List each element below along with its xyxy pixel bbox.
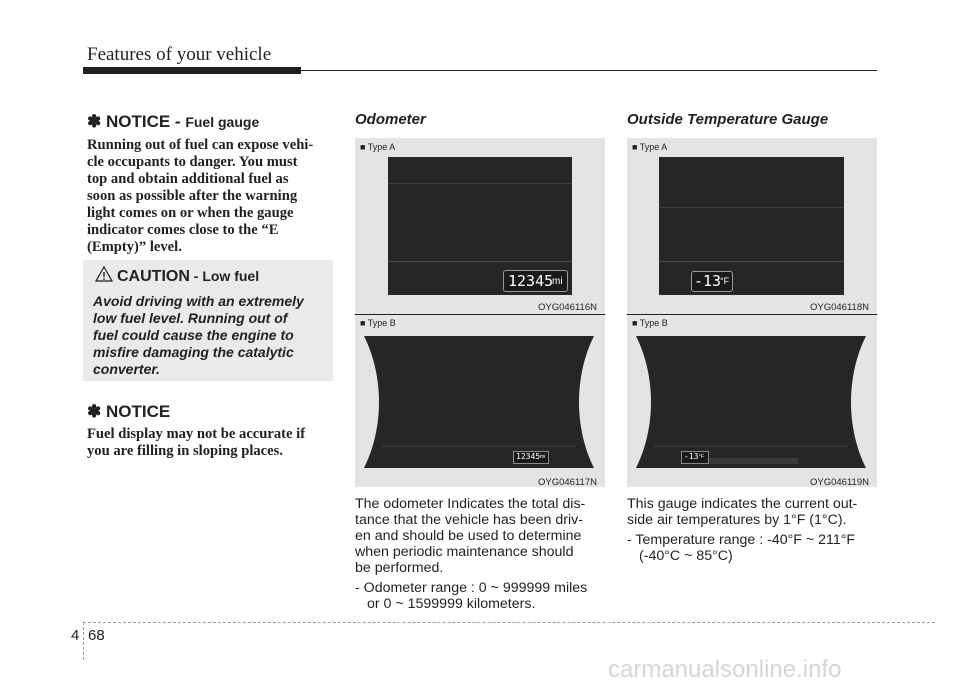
temperature-type-b-screen bbox=[636, 336, 866, 468]
notice-title: NOTICE bbox=[105, 402, 171, 421]
temperature-display bbox=[681, 451, 709, 464]
odometer-heading: Odometer bbox=[355, 111, 426, 128]
text-line: fuel could cause the engine to bbox=[93, 327, 294, 343]
figure-code: OYG046116N bbox=[538, 302, 597, 313]
caution-title: CAUTION bbox=[117, 268, 190, 285]
text-line: - Odometer range : 0 ~ 999999 miles bbox=[355, 580, 588, 596]
chapter-number: 4 bbox=[71, 627, 80, 644]
text-line: (-40°C ~ 85°C) bbox=[639, 548, 733, 564]
type-b-label: ■ Type B bbox=[632, 318, 668, 328]
text-line: Fuel display may not be accurate if bbox=[87, 426, 306, 442]
odometer-unit: mi bbox=[540, 454, 546, 460]
figure-code: OYG046117N bbox=[538, 477, 597, 488]
notice-subtitle: Fuel gauge bbox=[185, 114, 260, 130]
text-line: you are filling in sloping places. bbox=[87, 443, 283, 459]
figure-separator bbox=[355, 314, 605, 315]
notice-symbol: ✽ bbox=[87, 402, 102, 421]
temperature-value: -13 bbox=[684, 452, 699, 461]
temperature-heading: Outside Temperature Gauge bbox=[627, 111, 829, 128]
type-a-label: ■ Type A bbox=[360, 142, 396, 152]
odometer-description bbox=[355, 496, 605, 576]
odometer-unit: mi bbox=[552, 276, 563, 287]
odometer-display bbox=[503, 270, 568, 292]
temperature-description bbox=[627, 496, 879, 528]
caution-text bbox=[93, 293, 326, 378]
running-header: Features of your vehicle bbox=[87, 44, 272, 65]
odometer-range bbox=[355, 580, 610, 612]
temperature-unit: °F bbox=[720, 276, 730, 286]
text-line: Avoid driving with an extremely bbox=[93, 293, 304, 309]
header-bar bbox=[83, 67, 301, 74]
figure-code: OYG046118N bbox=[810, 302, 869, 313]
text-line: The odometer Indicates the total dis- bbox=[355, 496, 586, 512]
text-line: en and should be used to determine bbox=[355, 528, 582, 544]
odometer-value: 12345 bbox=[508, 272, 554, 290]
text-line: when periodic maintenance should bbox=[355, 544, 574, 560]
notice-fuel-gauge-heading bbox=[87, 112, 259, 132]
text-line: cle occupants to danger. You must bbox=[87, 154, 298, 170]
temperature-range bbox=[627, 532, 887, 564]
text-line: side air temperatures by 1°F (1°C). bbox=[627, 512, 847, 528]
odometer-type-a-screen bbox=[388, 157, 572, 295]
text-line: (Empty)” level. bbox=[87, 239, 182, 255]
notice-symbol: ✽ bbox=[87, 112, 102, 131]
text-line: - Temperature range : -40°F ~ 211°F bbox=[627, 532, 856, 548]
type-a-label: ■ Type A bbox=[632, 142, 668, 152]
text-line: light comes on or when the gauge bbox=[87, 205, 294, 221]
text-line: indicator comes close to the “E bbox=[87, 222, 279, 238]
text-line: soon as possible after the warning bbox=[87, 188, 298, 204]
notice-title: NOTICE - bbox=[105, 112, 186, 131]
figure-code: OYG046119N bbox=[810, 477, 869, 488]
text-line: tance that the vehicle has been driv- bbox=[355, 512, 583, 528]
screen-divider bbox=[659, 261, 844, 262]
caution-heading bbox=[117, 268, 259, 286]
odometer-type-b-screen bbox=[364, 336, 594, 468]
temperature-value: -13 bbox=[694, 272, 722, 290]
notice-fuel-gauge-text bbox=[87, 137, 333, 256]
temperature-unit: °F bbox=[699, 454, 705, 460]
watermark: carmanualsonline.info bbox=[608, 656, 842, 683]
caution-subtitle: - Low fuel bbox=[189, 268, 260, 284]
temperature-type-a-screen bbox=[659, 157, 844, 295]
warning-triangle-icon bbox=[95, 266, 113, 282]
text-line: top and obtain additional fuel as bbox=[87, 171, 289, 187]
notice-heading bbox=[87, 402, 170, 422]
text-line: This gauge indicates the current out- bbox=[627, 496, 858, 512]
footer-separator bbox=[83, 622, 84, 660]
text-line: misfire damaging the catalytic bbox=[93, 344, 294, 360]
page-number: 68 bbox=[88, 627, 105, 644]
temperature-display bbox=[691, 271, 733, 292]
text-line: converter. bbox=[93, 361, 160, 377]
odometer-value: 12345 bbox=[516, 452, 541, 461]
type-b-label: ■ Type B bbox=[360, 318, 396, 328]
screen-divider bbox=[388, 261, 572, 262]
text-line: be performed. bbox=[355, 560, 444, 576]
screen-divider bbox=[659, 207, 844, 208]
footer-rule bbox=[83, 622, 935, 623]
text-line: or 0 ~ 1599999 kilometers. bbox=[367, 596, 536, 612]
screen-divider bbox=[388, 183, 572, 184]
text-line: low fuel level. Running out of bbox=[93, 310, 288, 326]
notice-text bbox=[87, 426, 333, 460]
figure-separator bbox=[627, 314, 877, 315]
odometer-display bbox=[513, 451, 549, 464]
text-line: Running out of fuel can expose vehi- bbox=[87, 137, 314, 153]
